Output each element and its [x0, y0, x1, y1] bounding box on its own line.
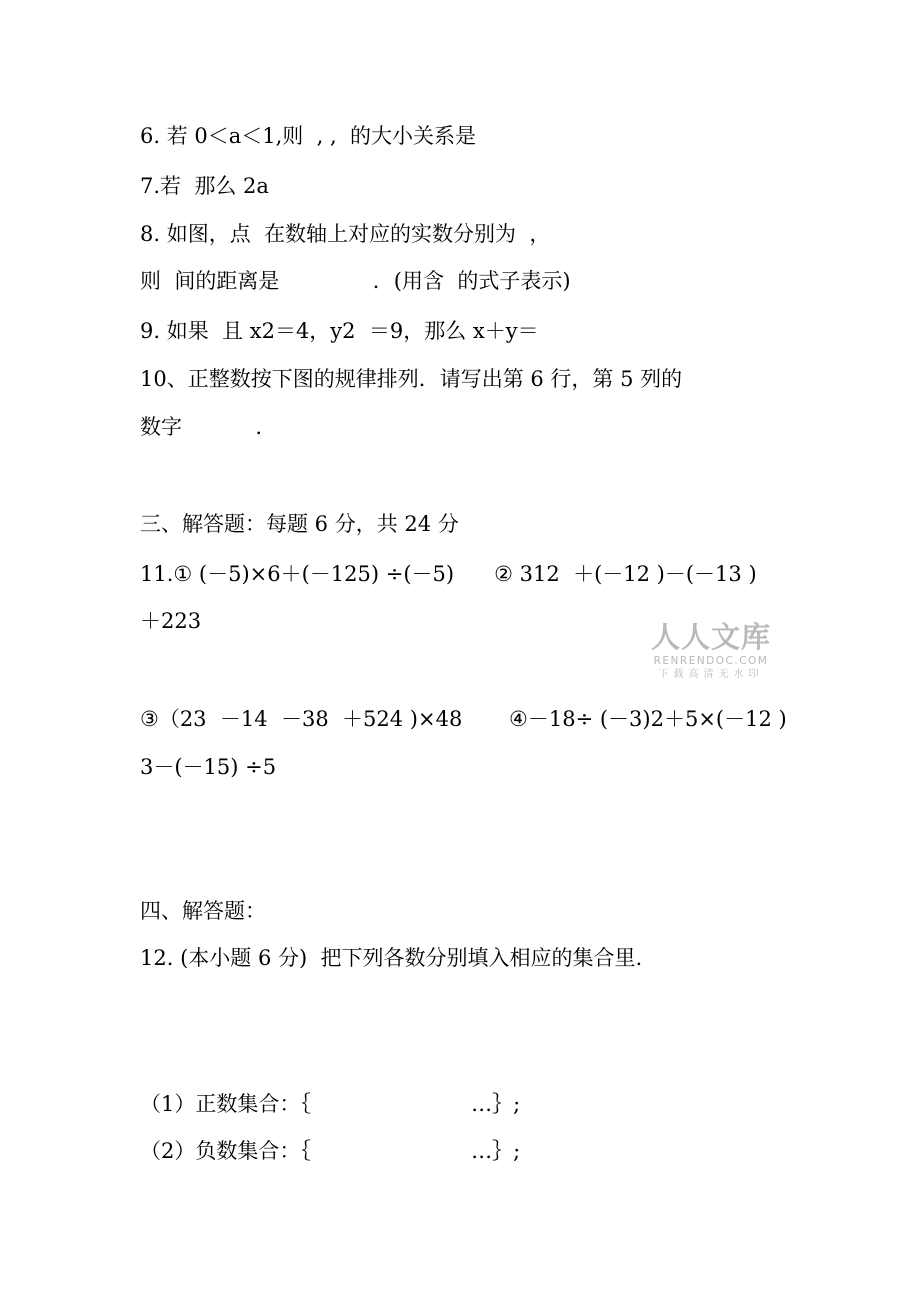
q11-line-1: 11.① (－5)×6＋(－125) ÷(－5) ② 312 ＋(－12 )－(－13 ) [140, 562, 757, 586]
watermark-subtitle: 下载高清无水印 [658, 669, 764, 680]
watermark-domain: RENRENDOC.COM [653, 655, 769, 667]
positive-set-line: （1）正数集合：｛ …｝; [140, 1092, 521, 1116]
fill-in-line-q10: 10、正整数按下图的规律排列．请写出第 6 行，第 5 列的 [140, 367, 683, 391]
fill-in-line-q8: 8. 如图，点 在数轴上对应的实数分别为 ， [140, 222, 551, 246]
negative-set-line: （2）负数集合：｛ …｝; [140, 1139, 521, 1163]
q11-line-3: ③（23 －14 －38 ＋524 )×48 ④－18÷ (－3)2＋5×(－12 ) [140, 707, 787, 731]
fill-in-line-q8-cont: 则 间的距离是 ．(用含 的式子表示) [140, 269, 571, 293]
section-4-heading: 四、解答题： [140, 899, 266, 923]
fill-in-line-q6: 6. 若 0＜a＜1,则 , , 的大小关系是 [140, 124, 477, 148]
fill-in-line-q9: 9. 如果 且 x2＝4，y2 ＝9，那么 x＋y＝ [140, 319, 539, 343]
section-3-heading: 三、解答题：每题 6 分，共 24 分 [140, 512, 459, 536]
fill-in-line-q7: 7.若 那么 2a [140, 174, 269, 198]
watermark-title: 人人文库 [650, 620, 771, 654]
q11-line-2: ＋223 [140, 609, 202, 633]
fill-in-line-q10-cont: 数字 . [140, 415, 263, 439]
q11-line-4: 3－(－15) ÷5 [140, 755, 277, 779]
q12-question: 12. (本小题 6 分) 把下列各数分别填入相应的集合里. [140, 946, 643, 970]
watermark [646, 620, 776, 681]
